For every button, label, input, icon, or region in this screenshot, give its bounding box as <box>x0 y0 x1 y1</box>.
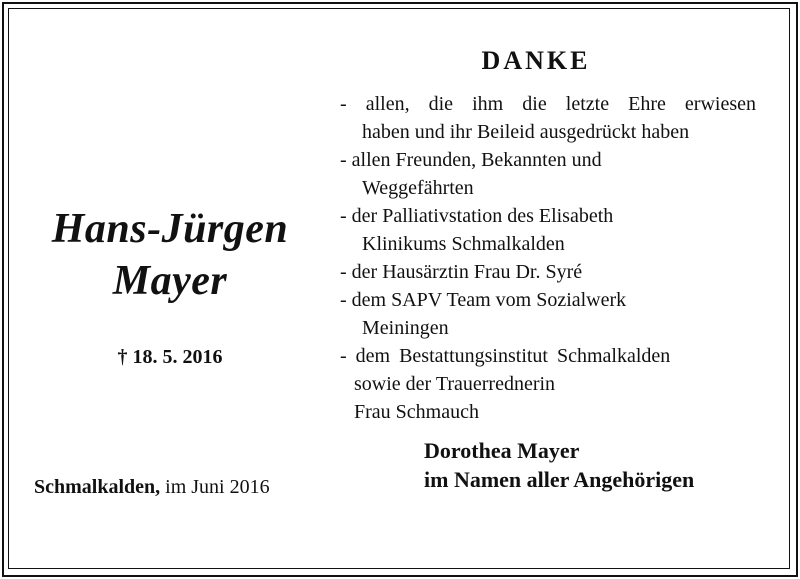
thanks-item-continuation: Klinikums Schmalkalden <box>362 233 565 255</box>
signature-note: im Namen aller Angehörigen <box>424 467 695 492</box>
thanks-item-line: - allen, die ihm die letzte Ehre erwiesen <box>340 93 756 115</box>
thanks-item <box>340 202 756 258</box>
thanks-item <box>340 146 756 202</box>
thanks-item <box>340 258 756 286</box>
thanks-item-continuation: Frau Schmauch <box>354 401 479 423</box>
deceased-last-name: Mayer <box>112 258 228 304</box>
thanks-item-line: - dem SAPV Team vom Sozialwerk <box>340 289 627 311</box>
thanks-item-continuation: Meiningen <box>362 317 449 339</box>
thanks-item <box>340 342 756 426</box>
signature <box>424 436 694 494</box>
thanks-title: DANKE <box>481 46 591 75</box>
thanks-item-continuation: haben und ihr Beileid ausgedrückt haben <box>362 121 690 143</box>
thanks-item-line: - allen Freunden, Bekannten und <box>340 149 602 171</box>
deceased-first-name: Hans-Jürgen <box>51 206 289 252</box>
thanks-item <box>340 286 756 342</box>
place-date-line <box>34 474 270 500</box>
thanks-list <box>340 90 756 426</box>
thanks-item-line: - der Hausärztin Frau Dr. Syré <box>340 261 583 283</box>
place-name: Schmalkalden, <box>34 476 161 498</box>
thanks-item-continuation: sowie der Trauerrednerin <box>354 373 556 395</box>
thanks-item <box>340 90 756 146</box>
thanks-item-line: - dem Bestattungsinstitut Schmalkalden <box>340 345 671 367</box>
signature-name: Dorothea Mayer <box>424 438 580 463</box>
deceased-name <box>20 203 320 307</box>
date-text: im Juni 2016 <box>160 476 270 498</box>
thanks-item-line: - der Palliativstation des Elisabeth <box>340 205 614 227</box>
death-date: † 18. 5. 2016 <box>117 346 223 368</box>
thanks-item-continuation: Weggefährten <box>362 177 474 199</box>
